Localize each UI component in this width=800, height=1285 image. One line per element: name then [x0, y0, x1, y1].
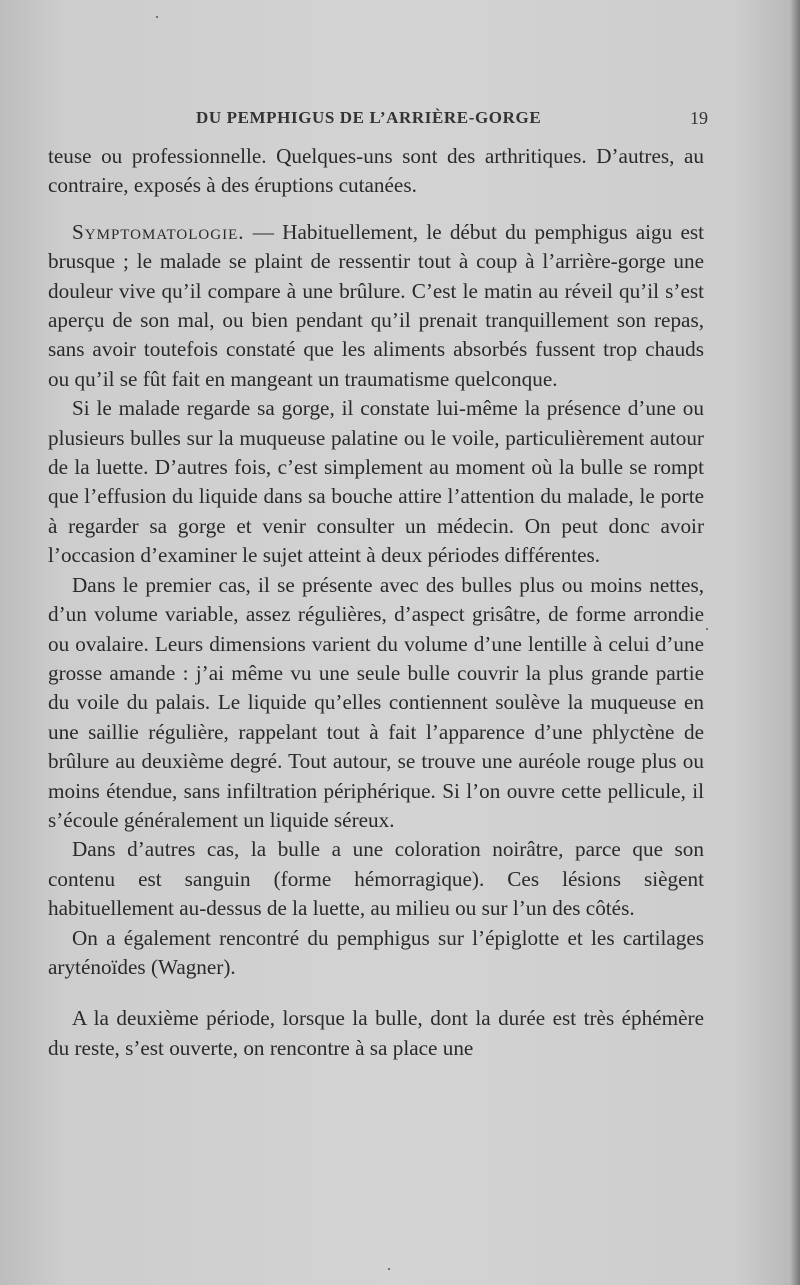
paragraph-symptomatologie [48, 218, 704, 394]
print-speck [706, 628, 708, 630]
print-speck [156, 16, 158, 18]
section-heading-symptomatologie: Symptomatologie. [72, 219, 245, 244]
paragraph-continuation: teuse ou professionnelle. Quelques-uns sont des arthritiques. D’autres, au contraire, exposés à des éruptions cutanées. [48, 144, 704, 198]
page-edge-shadow [790, 0, 800, 1285]
paragraph-premier-cas: Dans le premier cas, il se présente avec des bulles plus ou moins nettes, d’un volume variable, assez régulières, d’aspect grisâtre, de forme arrondie ou ovalaire. Leurs dimensions varient du volume d’une lentille à celui d’une grosse amande : j’ai même vu une seule bulle couvrir la plus grande partie du voile du palais. Le liquide qu’elles contiennent soulève la muqueuse en une saillie régulière, rappelant tout à fait l’apparence d’une phlyctène de brûlure au deuxième degré. Tout autour, se trouve une auréole rouge plus ou moins étendue, sans infiltration périphérique. Si l’on ouvre cette pellicule, il s’écoule généralement un liquide séreux. [48, 572, 704, 832]
paragraph-deuxieme-periode: A la deuxième période, lorsque la bulle, dont la durée est très éphémère du reste, s’est ouverte, on rencontre à sa place une [48, 1006, 704, 1060]
running-title: DU PEMPHIGUS DE L’ARRIÈRE-GORGE [196, 108, 542, 127]
page-number: 19 [690, 108, 708, 128]
print-speck [388, 1268, 390, 1270]
paragraph-gorge: Si le malade regarde sa gorge, il constate lui-même la présence d’une ou plusieurs bulles sur la muqueuse palatine ou le voile, particulièrement autour de la luette. D’autres fois, c’est simplement au moment où la bulle se rompt que l’effusion du liquide dans sa bouche attire l’attention du malade, le porte à regarder sa gorge et venir consulter un médecin. On peut donc avoir l’occasion d’examiner le sujet atteint à deux périodes différentes. [48, 396, 704, 568]
paragraph-autres-cas: Dans d’autres cas, la bulle a une coloration noirâtre, parce que son contenu est sanguin (forme hémorragique). Ces lésions siègent habituellement au-dessus de la luette, au milieu ou sur l’un des côtés. [48, 837, 704, 921]
paragraph-text: — Habituellement, le début du pemphigus aigu est brusque ; le malade se plaint de ressentir tout à coup à l’arrière-gorge une douleur vive qu’il compare à une brûlure. C’est le matin au réveil qu’il s’est aperçu de son mal, ou bien pendant qu’il prenait tranquillement son repas, sans avoir toutefois constaté que les aliments absorbés fussent trop chauds ou qu’il se fût fait en mangeant un traumatisme quelconque. [48, 219, 704, 391]
page-body [48, 142, 704, 1063]
paragraph-epiglotte: On a également rencontré du pemphigus sur l’épiglotte et les cartilages aryténoïdes (Wagner). [48, 925, 704, 979]
page-header [48, 108, 708, 136]
